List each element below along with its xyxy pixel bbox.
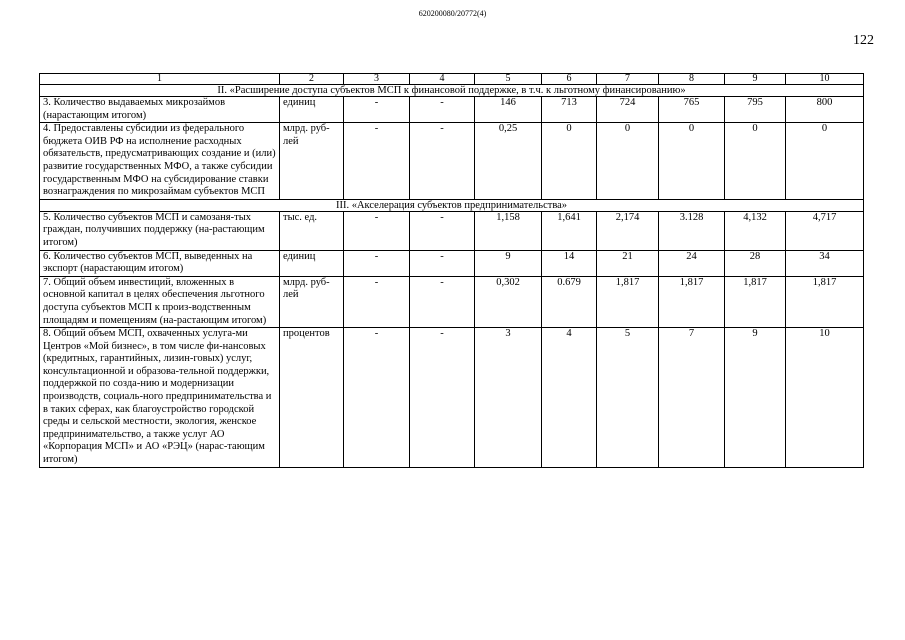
value-cell: 1,158 [475, 211, 542, 250]
value-cell: - [344, 250, 410, 276]
value-cell: 10 [786, 328, 864, 468]
value-cell: 4,717 [786, 211, 864, 250]
value-cell: 765 [659, 97, 725, 123]
value-cell: - [344, 123, 410, 200]
indicator-name: 5. Количество субъектов МСП и самозаня-тых граждан, получивших поддержку (на-растающим итогом) [40, 211, 280, 250]
unit-cell: тыс. ед. [280, 211, 344, 250]
document-id: 620200080/20772(4) [418, 9, 487, 18]
value-cell: 146 [475, 97, 542, 123]
value-cell: - [344, 211, 410, 250]
value-cell: 2,174 [597, 211, 659, 250]
value-cell: 0 [725, 123, 786, 200]
value-cell: 1,817 [659, 276, 725, 327]
value-cell: - [410, 328, 475, 468]
value-cell: 34 [786, 250, 864, 276]
column-header-row [40, 74, 864, 85]
value-cell: 800 [786, 97, 864, 123]
value-cell: 0 [597, 123, 659, 200]
value-cell: 7 [659, 328, 725, 468]
column-header: 7 [597, 74, 659, 85]
table-row [40, 123, 864, 200]
value-cell: 4,132 [725, 211, 786, 250]
unit-cell: млрд. руб-лей [280, 276, 344, 327]
value-cell: 1,817 [786, 276, 864, 327]
indicator-name: 7. Общий объем инвестиций, вложенных в основной капитал в целях обеспечения льготного доступа субъектов МСП к произ-водственным площадям и помещениям (на-растающим итогом) [40, 276, 280, 327]
section-title: II. «Расширение доступа субъектов МСП к финансовой поддержке, в т.ч. к льготному финансированию» [40, 85, 864, 97]
column-header: 3 [344, 74, 410, 85]
section-header-row [40, 199, 864, 211]
indicators-table [39, 73, 864, 468]
value-cell: 0,25 [475, 123, 542, 200]
value-cell: 1,817 [597, 276, 659, 327]
table-row [40, 250, 864, 276]
value-cell: 3 [475, 328, 542, 468]
value-cell: - [344, 97, 410, 123]
page-number: 122 [853, 33, 874, 48]
value-cell: 0 [786, 123, 864, 200]
table-row [40, 97, 864, 123]
value-cell: 14 [542, 250, 597, 276]
unit-cell: млрд. руб-лей [280, 123, 344, 200]
indicator-name: 4. Предоставлены субсидии из федерального бюджета ОИВ РФ на исполнение расходных обязательств, предусматривающих создание и (или) развитие государственных МФО, а также субсидии государственным МФО на субсидирование ставки вознаграждения по микрозаймам субъектов МСП [40, 123, 280, 200]
table-row [40, 276, 864, 327]
column-header: 2 [280, 74, 344, 85]
value-cell: 0 [659, 123, 725, 200]
indicator-name: 8. Общий объем МСП, охваченных услуга-ми Центров «Мой бизнес», в том числе фи-нансовых (кредитных, гарантийных, лизин-говых) услуг, консультационной и образова-тельной поддержки, поддержкой по созда-нию и модернизации производств, социаль-ного предпринимательства и в таких сферах, как благоустройство городской среды и сельской местности, экология, женское предпринимательство, а также услуг АО «Корпорация МСП» и АО «РЭЦ» (нарас-тающим итогом) [40, 328, 280, 468]
value-cell: - [410, 250, 475, 276]
column-header: 1 [40, 74, 280, 85]
value-cell: 9 [725, 328, 786, 468]
section-header-row [40, 85, 864, 97]
column-header: 6 [542, 74, 597, 85]
value-cell: - [410, 211, 475, 250]
value-cell: - [410, 276, 475, 327]
value-cell: - [410, 97, 475, 123]
value-cell: 1,641 [542, 211, 597, 250]
value-cell: 5 [597, 328, 659, 468]
value-cell: 724 [597, 97, 659, 123]
value-cell: 713 [542, 97, 597, 123]
value-cell: 0 [542, 123, 597, 200]
unit-cell: единиц [280, 97, 344, 123]
value-cell: 795 [725, 97, 786, 123]
section-title: III. «Акселерация субъектов предпринимательства» [40, 199, 864, 211]
value-cell: 0,302 [475, 276, 542, 327]
indicator-name: 3. Количество выдаваемых микрозаймов (нарастающим итогом) [40, 97, 280, 123]
value-cell: 28 [725, 250, 786, 276]
value-cell: 21 [597, 250, 659, 276]
indicator-name: 6. Количество субъектов МСП, выведенных на экспорт (нарастающим итогом) [40, 250, 280, 276]
column-header: 4 [410, 74, 475, 85]
column-header: 5 [475, 74, 542, 85]
value-cell: 9 [475, 250, 542, 276]
column-header: 8 [659, 74, 725, 85]
unit-cell: процентов [280, 328, 344, 468]
value-cell: 3.128 [659, 211, 725, 250]
column-header: 10 [786, 74, 864, 85]
value-cell: - [410, 123, 475, 200]
value-cell: 1,817 [725, 276, 786, 327]
value-cell: 4 [542, 328, 597, 468]
value-cell: 0.679 [542, 276, 597, 327]
column-header: 9 [725, 74, 786, 85]
table-row [40, 328, 864, 468]
value-cell: 24 [659, 250, 725, 276]
table-row [40, 211, 864, 250]
value-cell: - [344, 276, 410, 327]
unit-cell: единиц [280, 250, 344, 276]
value-cell: - [344, 328, 410, 468]
